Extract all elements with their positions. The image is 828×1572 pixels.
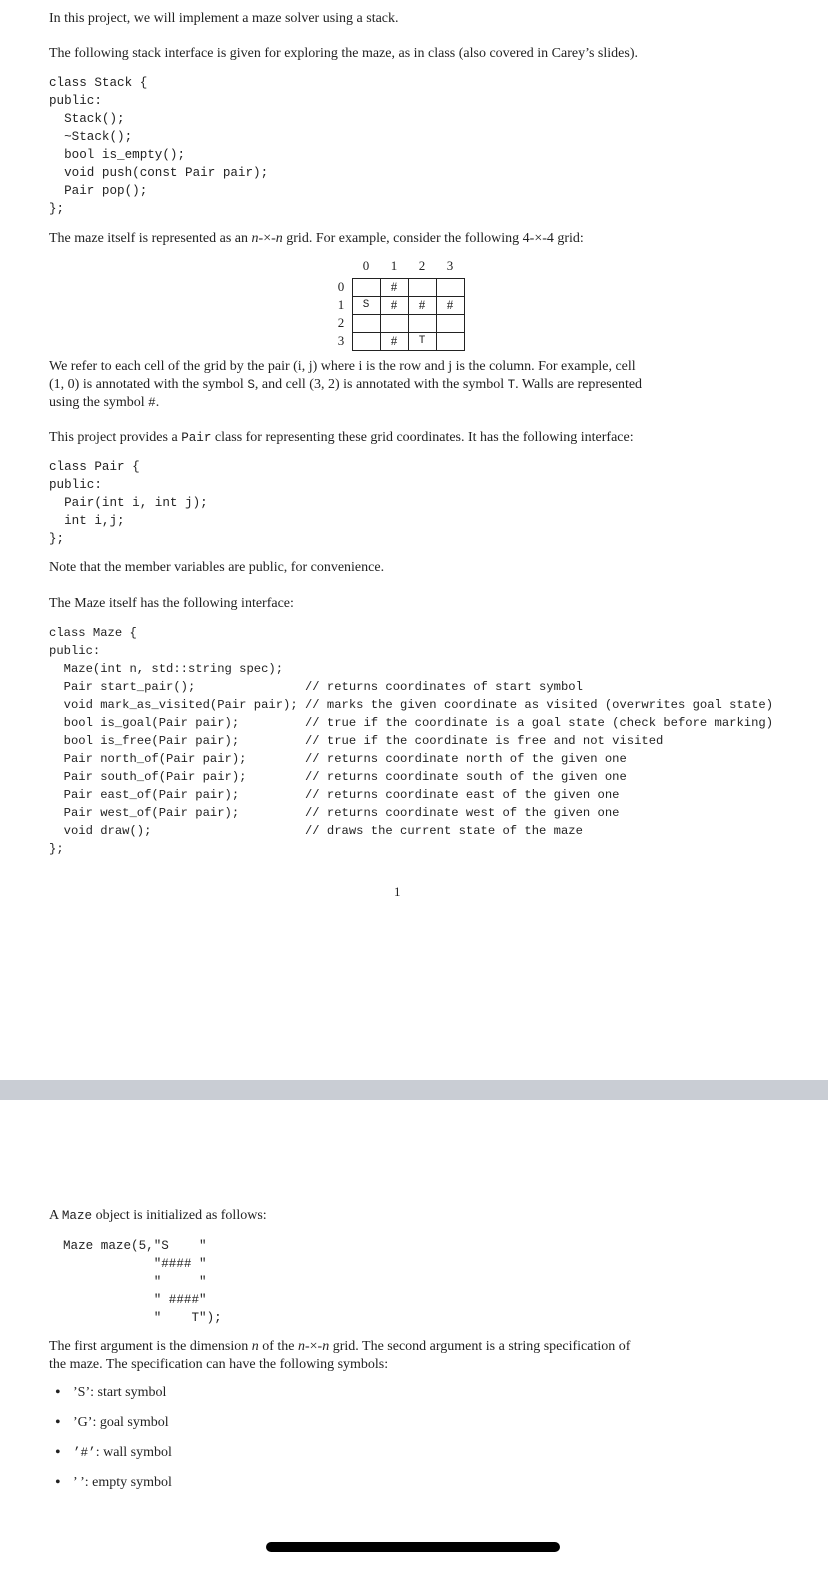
stack-intro-paragraph: The following stack interface is given for exploring the maze, as in class (also covered in Carey’s slides). [49, 46, 638, 61]
grid-cell [408, 278, 436, 296]
grid-cell: # [390, 297, 398, 312]
code-line: Pair pop(); [49, 184, 148, 198]
list-item: • ’G’: goal symbol [49, 1414, 172, 1444]
grid-line [352, 332, 465, 333]
grid-column-header: 1 [390, 258, 398, 273]
grid-cell: # [390, 279, 398, 294]
grid-cell [436, 314, 464, 332]
arguments-paragraph-line: The first argument is the dimension n of the n-×-n grid. The second argument is a string specification of [49, 1339, 631, 1354]
code-line: Stack(); [49, 112, 125, 126]
note-paragraph: Note that the member variables are public, for convenience. [49, 560, 385, 575]
grid-cell [380, 314, 408, 332]
grid-row-header: 0 [337, 279, 345, 294]
list-item: • ’#’: wall symbol [49, 1444, 172, 1474]
grid-column-header: 0 [362, 258, 370, 273]
page-divider [0, 1080, 828, 1100]
maze-intro-paragraph: The Maze itself has the following interface: [49, 596, 294, 611]
grid-line [352, 350, 465, 351]
code-line: class Pair { [49, 460, 140, 474]
grid-row-header: 1 [337, 297, 345, 312]
pair-intro-paragraph: This project provides a Pair class for representing these grid coordinates. It has the following interface: [49, 430, 634, 445]
grid-cell [352, 314, 380, 332]
code-line: Pair start_pair(); // returns coordinates of start symbol [49, 680, 583, 694]
grid-cell [436, 278, 464, 296]
grid-cell: # [390, 333, 398, 348]
grid-column-header: 2 [418, 258, 426, 273]
arguments-paragraph-line: the maze. The specification can have the following symbols: [49, 1357, 389, 1372]
grid-row-header: 3 [337, 333, 345, 348]
code-line: Maze maze(5,"S " [63, 1239, 207, 1253]
grid-line [352, 314, 465, 315]
grid-cell-start: S [362, 299, 370, 311]
code-line: Pair west_of(Pair pair); // returns coordinate west of the given one [49, 806, 620, 820]
stack-interface-code [49, 74, 268, 218]
list-item: • ’S’: start symbol [49, 1384, 172, 1414]
code-line: " " [63, 1275, 207, 1289]
grid-row-header: 2 [337, 315, 345, 330]
code-line: Pair(int i, int j); [49, 496, 208, 510]
page-number: 1 [394, 884, 401, 899]
maze-init-code [63, 1237, 222, 1327]
code-line: Pair north_of(Pair pair); // returns coordinate north of the given one [49, 752, 627, 766]
init-intro-paragraph: A Maze object is initialized as follows: [49, 1208, 267, 1223]
code-line: "#### " [63, 1257, 207, 1271]
code-line: Pair south_of(Pair pair); // returns coordinate south of the given one [49, 770, 627, 784]
grid-cell [408, 314, 436, 332]
code-line: bool is_free(Pair pair); // true if the coordinate is free and not visited [49, 734, 664, 748]
maze-interface-code [49, 624, 773, 858]
code-line: " T"); [63, 1311, 222, 1325]
code-line: Maze(int n, std::string spec); [49, 662, 284, 676]
grid-cell: # [446, 297, 454, 312]
code-line: bool is_empty(); [49, 148, 186, 162]
grid-cell [436, 332, 464, 350]
grid-intro-paragraph: The maze itself is represented as an n-×-n grid. For example, consider the following 4-×-4 grid: [49, 231, 584, 246]
code-line: void push(const Pair pair); [49, 166, 269, 180]
code-line: public: [49, 644, 101, 658]
grid-cell: # [418, 297, 426, 312]
code-line: }; [49, 842, 64, 856]
intro-paragraph: In this project, we will implement a maze solver using a stack. [49, 11, 399, 26]
home-indicator-bar[interactable] [266, 1542, 560, 1552]
code-line: public: [49, 94, 102, 108]
grid-line [352, 296, 465, 297]
code-line: " ####" [63, 1293, 207, 1307]
code-line: class Maze { [49, 626, 137, 640]
cell-description-line: We refer to each cell of the grid by the pair (i, j) where i is the row and j is the column. For example, cell [49, 359, 636, 374]
code-line: class Stack { [49, 76, 148, 90]
list-item: • ’ ’: empty symbol [49, 1474, 172, 1504]
code-line: public: [49, 478, 102, 492]
grid-column-header: 3 [446, 258, 454, 273]
code-line: int i,j; [49, 514, 125, 528]
code-line: ~Stack(); [49, 130, 133, 144]
cell-description-line: (1, 0) is annotated with the symbol S, and cell (3, 2) is annotated with the symbol T. Walls are represented [49, 377, 643, 392]
code-line: }; [49, 532, 65, 546]
code-line: Pair east_of(Pair pair); // returns coordinate east of the given one [49, 788, 620, 802]
grid-cell-target: T [418, 335, 426, 347]
grid-line [352, 278, 465, 279]
grid-cell [352, 332, 380, 350]
code-line: }; [49, 202, 65, 216]
code-line: bool is_goal(Pair pair); // true if the coordinate is a goal state (check before marking) [49, 716, 774, 730]
symbol-list [49, 1384, 172, 1504]
pair-interface-code [49, 458, 208, 548]
grid-cell [352, 278, 380, 296]
code-line: void draw(); // draws the current state of the maze [49, 824, 583, 838]
cell-description-line: using the symbol #. [49, 395, 160, 410]
code-line: void mark_as_visited(Pair pair); // marks the given coordinate as visited (overwrites goal state) [49, 698, 774, 712]
